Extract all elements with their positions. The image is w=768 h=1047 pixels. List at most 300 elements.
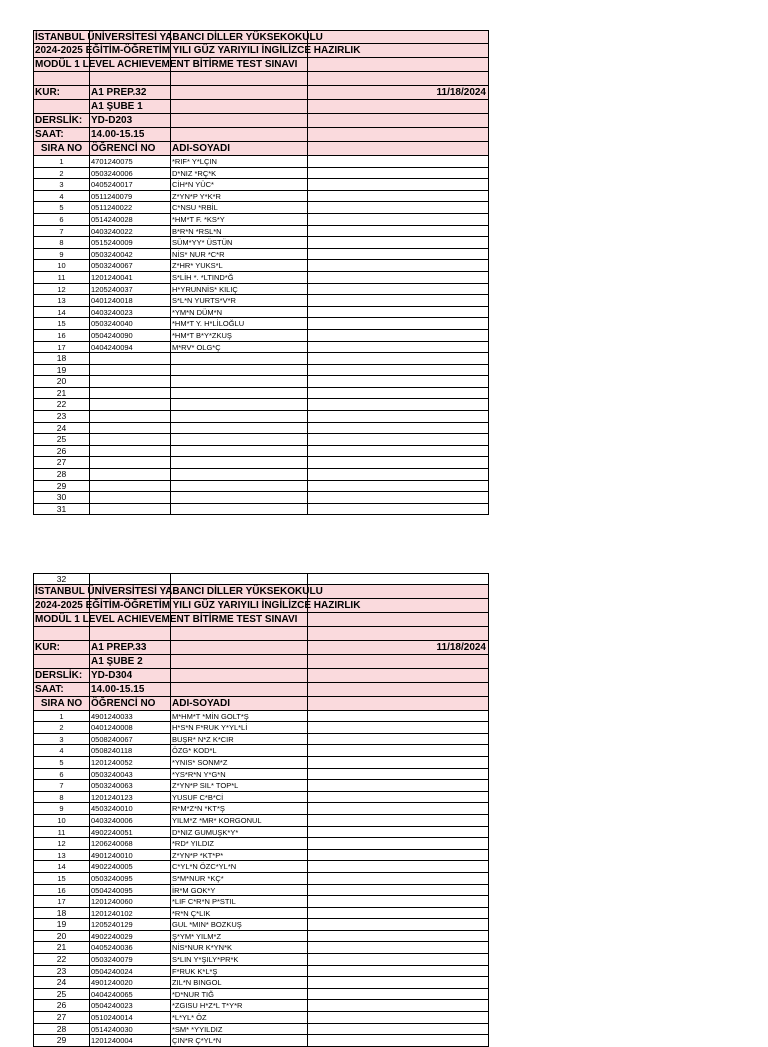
column-divider (89, 504, 90, 515)
classroom-value: YD-D203 (91, 115, 133, 126)
table-row (33, 365, 489, 377)
table-row (33, 492, 489, 504)
student-name: *LIF C*R*N P*STIL (172, 897, 236, 907)
table-row (33, 457, 489, 469)
table-row (33, 388, 489, 400)
row-number: 10 (57, 815, 66, 825)
student-id: 0503240042 (91, 249, 133, 259)
table-row (33, 423, 489, 435)
column-divider (89, 481, 90, 492)
table-row (33, 191, 489, 203)
column-divider (170, 353, 171, 364)
student-name: ZIL*N BINGOL (172, 978, 222, 988)
column-divider (307, 72, 308, 85)
row-number: 9 (59, 249, 64, 259)
student-name: YILM*Z *MR* KORGONUL (172, 815, 262, 825)
time-row (33, 683, 489, 697)
row-number: 3 (59, 180, 64, 190)
exam-date: 11/18/2024 (436, 641, 486, 653)
student-name: NİS* NUR *C*R (172, 249, 225, 259)
student-name: M*HM*T *MİN GOLT*Ş (172, 711, 249, 721)
column-divider (89, 457, 90, 468)
student-name: *RIF* Y*LÇIN (172, 157, 217, 166)
student-name: *HM*T F. *KS*Y (172, 214, 225, 224)
student-id: 0503240040 (91, 319, 133, 329)
student-id: 0510240014 (91, 1013, 133, 1023)
row-number: 30 (56, 492, 67, 503)
row-number: 18 (56, 353, 67, 364)
student-id: 0503240079 (91, 955, 133, 965)
row-number: 6 (59, 769, 64, 779)
student-id: 1201240041 (91, 272, 133, 282)
column-divider (307, 365, 308, 376)
table-row (33, 989, 489, 1001)
row-number: 26 (56, 1000, 67, 1011)
row-number: 4 (59, 191, 64, 201)
student-name: *ZGISU H*Z*L T*Y*R (172, 1001, 243, 1011)
row-number: 6 (59, 214, 64, 224)
row-number: 4 (59, 746, 64, 756)
row-number: 22 (56, 399, 67, 410)
student-id: 0504240095 (91, 885, 133, 895)
row-number: 14 (57, 307, 66, 317)
column-divider (89, 434, 90, 445)
table-row (33, 803, 489, 815)
column-divider (89, 411, 90, 422)
student-id: 0403240023 (91, 307, 133, 317)
student-id: 0514240030 (91, 1024, 133, 1034)
column-divider (170, 627, 171, 640)
column-divider (89, 423, 90, 434)
header-spacer (33, 627, 489, 641)
table-row (33, 353, 489, 365)
row-number: 16 (57, 885, 66, 895)
course-value: A1 PREP.32 (91, 87, 147, 98)
column-divider (89, 376, 90, 387)
table-row (33, 919, 489, 931)
exam-date: 11/18/2024 (436, 87, 486, 98)
student-name: Z*YN*P *KT*P* (172, 850, 224, 860)
column-header-adi-soyadi: ADI-SOYADI (172, 697, 230, 709)
student-id: 1205240129 (91, 920, 133, 930)
table-row (33, 908, 489, 920)
column-divider (170, 683, 171, 696)
row-number: 27 (56, 457, 67, 468)
classroom-value: YD-D304 (91, 669, 133, 681)
column-divider (170, 388, 171, 399)
student-name: B*R*N *RSL*N (172, 226, 222, 236)
column-divider (307, 128, 308, 141)
table-row (33, 1000, 489, 1012)
student-name: GUL *MIN* BOZKUŞ (172, 920, 242, 930)
column-divider (307, 86, 308, 99)
column-divider (89, 469, 90, 480)
student-name: S*LİH *. *LTIND*Ğ (172, 272, 234, 282)
table-row (33, 214, 489, 226)
student-id: 0504240024 (91, 966, 133, 976)
table-row (33, 411, 489, 423)
student-id: 4901240010 (91, 850, 133, 860)
student-name: *HM*T Y. H*LİLOĞLU (172, 319, 245, 329)
column-divider (307, 613, 308, 626)
table-row (33, 1012, 489, 1024)
table-row (33, 769, 489, 781)
column-divider (307, 504, 308, 515)
table-row (33, 260, 489, 272)
table-row (33, 573, 489, 585)
student-name: Z*YN*P Y*K*R (172, 191, 221, 201)
student-id: 0515240009 (91, 238, 133, 248)
row-number: 17 (57, 342, 66, 352)
student-id: 0504240023 (91, 1001, 133, 1011)
time-value: 14.00-15.15 (91, 129, 145, 140)
exam-sheet-1 (33, 30, 489, 515)
header-line-3 (33, 58, 489, 72)
student-id: 0503240095 (91, 873, 133, 883)
student-name: *RD* YILDIZ (172, 839, 214, 849)
student-id: 0403240022 (91, 226, 133, 236)
student-name: ÇIN*R Ç*YL*N (172, 1036, 222, 1046)
row-number: 11 (57, 272, 66, 282)
row-number: 23 (56, 965, 67, 976)
header-line-2 (33, 44, 489, 58)
header-line-1 (33, 585, 489, 599)
table-row (33, 734, 489, 746)
column-header-sira-no: SIRA NO (40, 143, 83, 154)
table-row (33, 780, 489, 792)
row-number: 15 (57, 319, 66, 329)
table-row (33, 827, 489, 839)
column-divider (170, 376, 171, 387)
column-divider (307, 669, 308, 682)
course-row (33, 641, 489, 655)
table-row (33, 481, 489, 493)
table-row (33, 156, 489, 168)
column-divider (170, 481, 171, 492)
row-number: 29 (56, 480, 67, 491)
header-text: MODÜL 1 LEVEL ACHIEVEMENT BİTİRME TEST SINAVI (35, 59, 298, 70)
column-divider (307, 100, 308, 113)
row-number: 13 (57, 850, 66, 860)
column-divider (307, 423, 308, 434)
table-row (33, 954, 489, 966)
table-row (33, 838, 489, 850)
table-row (33, 711, 489, 723)
column-divider (307, 58, 308, 71)
student-id: 1205240037 (91, 284, 133, 294)
header-text: İSTANBUL ÜNİVERSİTESİ YABANCI DİLLER YÜKSEKOKULU (35, 585, 323, 597)
table-row (33, 896, 489, 908)
row-number: 7 (59, 781, 64, 791)
table-row (33, 504, 489, 516)
student-name: *YM*N DÜM*N (172, 307, 223, 317)
student-id: 0404240065 (91, 989, 133, 999)
column-divider (307, 492, 308, 503)
course-value: A1 PREP.33 (91, 641, 147, 653)
row-number: 8 (59, 792, 64, 802)
student-name: YUSUF C*B*Cİ (172, 792, 224, 802)
column-divider (307, 446, 308, 457)
column-divider (170, 446, 171, 457)
student-name: SÜM*YY* ÜSTÜN (172, 238, 233, 248)
table-row (33, 179, 489, 191)
table-row (33, 861, 489, 873)
table-row (33, 942, 489, 954)
student-id: 0504240090 (91, 330, 133, 340)
student-name: F*RUK K*L*Ş (172, 966, 218, 976)
student-id: 0511240022 (91, 203, 133, 213)
column-divider (170, 574, 171, 584)
student-id: 0405240036 (91, 943, 133, 953)
row-number: 1 (59, 157, 64, 166)
column-divider (170, 72, 171, 85)
course-row (33, 86, 489, 100)
column-divider (307, 376, 308, 387)
column-divider (307, 641, 308, 654)
row-number: 12 (57, 284, 66, 294)
header-text: 2024-2025 EĞİTİM-ÖĞRETİM YILI GÜZ YARIYILI İNGİLİZCE HAZIRLIK (35, 599, 361, 611)
student-id: 0511240079 (91, 191, 133, 201)
column-divider (89, 492, 90, 503)
student-name: R*M*Z*N *KT*Ş (172, 804, 225, 814)
student-name: D*NIZ GUMUŞK*Y* (172, 827, 239, 837)
student-name: Z*HR* YUKS*L (172, 261, 223, 271)
column-header-row (33, 142, 489, 156)
table-row (33, 1035, 489, 1047)
column-divider (89, 353, 90, 364)
header-line-1 (33, 30, 489, 44)
header-line-3 (33, 613, 489, 627)
row-number: 22 (56, 954, 67, 965)
student-id: 1206240068 (91, 839, 133, 849)
table-row (33, 237, 489, 249)
column-header-ogrenci-no: ÖĞRENCİ NO (91, 143, 156, 154)
row-number: 11 (57, 827, 66, 837)
student-name: BUŞR* N*Z K*CIR (172, 734, 234, 744)
student-id: 0503240067 (91, 261, 133, 271)
table-row (33, 745, 489, 757)
time-value: 14.00-15.15 (91, 683, 145, 695)
exam-sheet-2 (33, 573, 489, 1047)
course-label: KUR: (35, 641, 60, 653)
column-divider (170, 423, 171, 434)
column-divider (307, 627, 308, 640)
header-text: MODÜL 1 LEVEL ACHIEVEMENT BİTİRME TEST SINAVI (35, 613, 298, 625)
table-row (33, 249, 489, 261)
row-number: 25 (56, 434, 67, 445)
table-row (33, 815, 489, 827)
column-header-ogrenci-no: ÖĞRENCİ NO (91, 697, 156, 709)
table-row (33, 272, 489, 284)
row-number: 14 (57, 862, 66, 872)
classroom-row (33, 669, 489, 683)
course-label: KUR: (35, 87, 60, 98)
table-row (33, 469, 489, 481)
student-name: S*LIN Y*ŞILY*PR*K (172, 955, 239, 965)
student-id: 0503240006 (91, 168, 133, 178)
header-line-2 (33, 599, 489, 613)
column-divider (89, 627, 90, 640)
column-divider (307, 457, 308, 468)
row-number: 32 (56, 574, 67, 584)
table-row (33, 1024, 489, 1036)
column-divider (307, 353, 308, 364)
student-id: 0405240017 (91, 180, 133, 190)
row-number: 5 (59, 203, 64, 213)
row-number: 19 (56, 364, 67, 375)
column-divider (307, 655, 308, 668)
section-row (33, 655, 489, 669)
row-number: 10 (57, 261, 66, 271)
student-name: NİS*NUR K*YN*K (172, 943, 233, 953)
classroom-label: DERSLİK: (35, 115, 83, 126)
student-name: *SM* *YYILDIZ (172, 1024, 223, 1034)
table-row (33, 399, 489, 411)
row-number: 13 (57, 296, 66, 306)
table-row (33, 202, 489, 214)
table-row (33, 792, 489, 804)
student-id: 0503240043 (91, 769, 133, 779)
column-divider (307, 411, 308, 422)
column-divider (170, 365, 171, 376)
student-name: C*NSU *RBİL (172, 203, 218, 213)
student-id: 4901240033 (91, 711, 133, 721)
row-number: 26 (56, 445, 67, 456)
student-id: 4902240005 (91, 862, 133, 872)
row-number: 16 (57, 330, 66, 340)
section-value: A1 ŞUBE 1 (91, 101, 143, 112)
column-divider (307, 434, 308, 445)
student-id: 4902240051 (91, 827, 133, 837)
header-text: İSTANBUL ÜNİVERSİTESİ YABANCI DİLLER YÜKSEKOKULU (35, 32, 323, 43)
student-name: *HM*T B*Y*ZKUŞ (172, 330, 232, 340)
table-row (33, 342, 489, 354)
row-number: 20 (56, 930, 67, 941)
student-name: H*YRUNNİS* KILIÇ (172, 284, 238, 294)
student-name: İR*M GOK*Y (172, 885, 216, 895)
student-id: 4503240010 (91, 804, 133, 814)
table-row (33, 977, 489, 989)
row-number: 21 (56, 387, 67, 398)
student-name: CİH*N YÜC* (172, 180, 214, 190)
column-divider (170, 434, 171, 445)
column-divider (170, 86, 171, 99)
column-header-sira-no: SIRA NO (40, 697, 83, 709)
row-number: 2 (59, 723, 64, 733)
student-id: 1201240052 (91, 757, 133, 767)
table-row (33, 168, 489, 180)
table-row (33, 757, 489, 769)
student-id: 0403240006 (91, 815, 133, 825)
column-divider (170, 128, 171, 141)
student-id: 0508240067 (91, 734, 133, 744)
student-name: C*YL*N ÖZC*YL*N (172, 862, 237, 872)
header-text: 2024-2025 EĞİTİM-ÖĞRETİM YILI GÜZ YARIYILI İNGİLİZCE HAZIRLIK (35, 45, 361, 56)
table-row (33, 966, 489, 978)
row-number: 7 (59, 226, 64, 236)
column-divider (89, 365, 90, 376)
student-name: H*S*N F*RUK Y*YL*Lİ (172, 723, 248, 733)
column-divider (170, 100, 171, 113)
table-row (33, 722, 489, 734)
table-row (33, 885, 489, 897)
column-divider (307, 481, 308, 492)
column-divider (89, 399, 90, 410)
row-number: 18 (56, 907, 67, 918)
student-name: Z*YN*P SIL* TOP*L (172, 781, 239, 791)
column-divider (89, 574, 90, 584)
row-number: 29 (56, 1035, 67, 1046)
student-id: 1201240004 (91, 1036, 133, 1046)
column-divider (170, 504, 171, 515)
column-header-row (33, 697, 489, 711)
student-id: 0503240063 (91, 781, 133, 791)
row-number: 1 (59, 711, 64, 721)
row-number: 3 (59, 734, 64, 744)
student-name: S*M*NUR *KÇ* (172, 873, 224, 883)
student-id: 0508240118 (91, 746, 133, 756)
row-number: 28 (56, 1023, 67, 1034)
row-number: 17 (57, 897, 66, 907)
header-spacer (33, 72, 489, 86)
section-row (33, 100, 489, 114)
column-divider (170, 399, 171, 410)
column-divider (170, 655, 171, 668)
table-row (33, 434, 489, 446)
column-divider (307, 388, 308, 399)
row-number: 12 (57, 839, 66, 849)
column-divider (307, 469, 308, 480)
column-divider (170, 469, 171, 480)
column-divider (170, 411, 171, 422)
student-id: 0401240008 (91, 723, 133, 733)
table-row (33, 226, 489, 238)
student-name: Ş*YM* YILM*Z (172, 931, 222, 941)
time-label: SAAT: (35, 129, 64, 140)
row-number: 21 (56, 942, 67, 953)
column-divider (170, 641, 171, 654)
student-id: 4901240020 (91, 978, 133, 988)
row-number: 24 (56, 977, 67, 988)
row-number: 28 (56, 469, 67, 480)
row-number: 19 (56, 919, 67, 930)
column-divider (170, 669, 171, 682)
classroom-label: DERSLİK: (35, 669, 83, 681)
table-row (33, 873, 489, 885)
student-name: ÖZG* KOD*L (172, 746, 217, 756)
student-name: *D*NUR TIĞ (172, 989, 214, 999)
row-number: 24 (56, 422, 67, 433)
row-number: 25 (56, 988, 67, 999)
column-divider (307, 683, 308, 696)
row-number: 5 (59, 757, 64, 767)
column-divider (170, 114, 171, 127)
student-id: 1201240102 (91, 908, 133, 918)
student-id: 1201240123 (91, 792, 133, 802)
classroom-row (33, 114, 489, 128)
row-number: 2 (59, 168, 64, 178)
section-value: A1 ŞUBE 2 (91, 655, 143, 667)
column-divider (170, 457, 171, 468)
row-number: 27 (56, 1012, 67, 1023)
student-name: *L*YL* ÖZ (172, 1013, 207, 1023)
column-divider (89, 388, 90, 399)
column-divider (89, 446, 90, 457)
time-row (33, 128, 489, 142)
row-number: 15 (57, 873, 66, 883)
student-name: *YS*R*N Y*G*N (172, 769, 226, 779)
column-divider (170, 492, 171, 503)
